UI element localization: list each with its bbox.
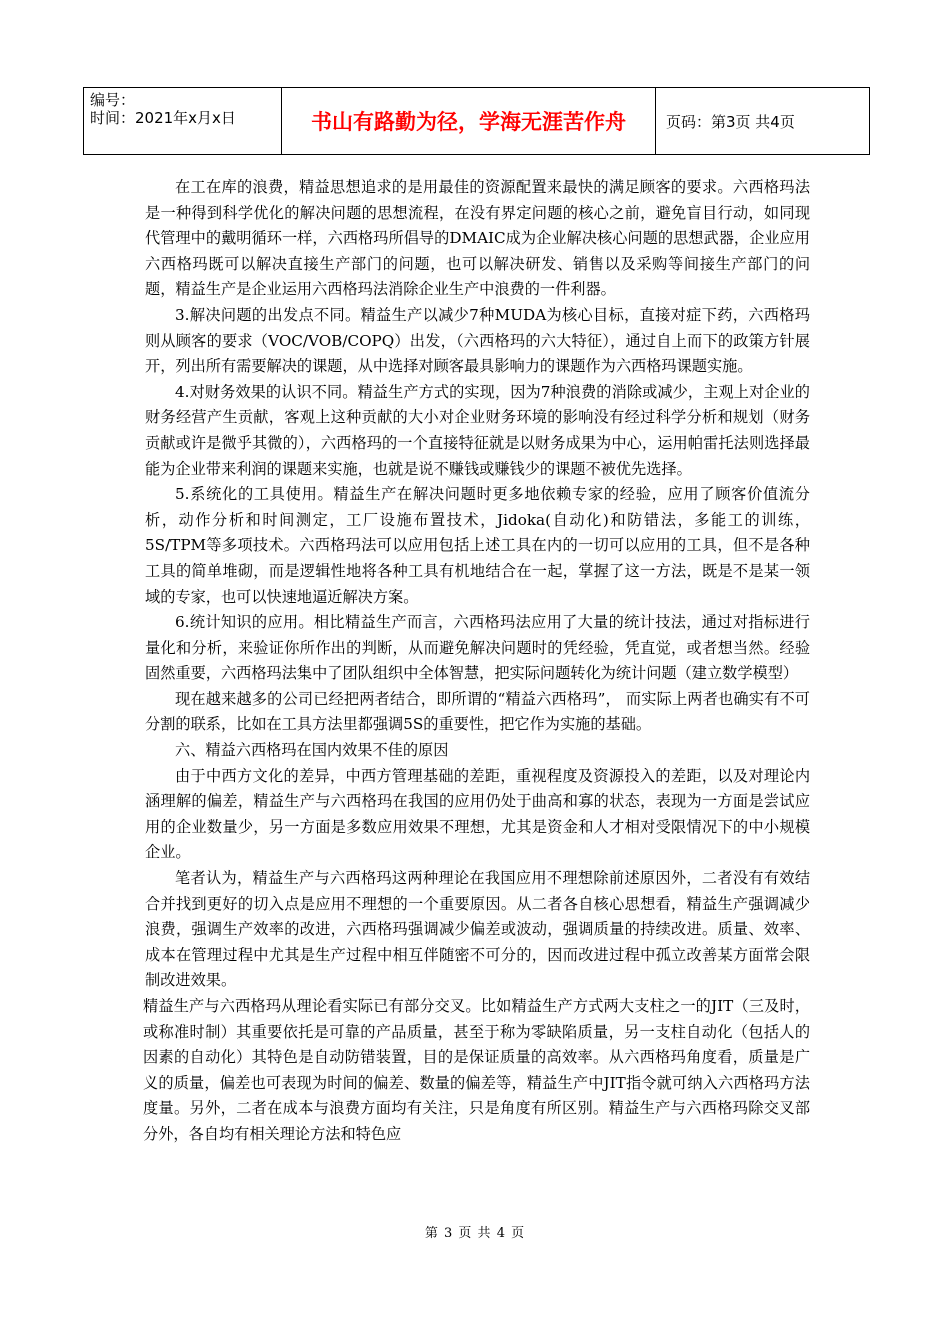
header-page-cell xyxy=(656,88,869,154)
body-paragraph: 4.对财务效果的认识不同。精益生产方式的实现，因为7种浪费的消除或减少，主观上对企业的财务经营产生贡献，客观上这种贡献的大小对企业财务环境的影响没有经过科学分析和规划（财务贡献或许是微乎其微的），六西格玛的一个直接特征就是以财务成果为中心，运用帕雷托法则选择最能为企业带来利润的课题来实施，也就是说不赚钱或赚钱少的课题不被优先选择。 xyxy=(145,382,810,478)
body-paragraph: 由于中西方文化的差异，中西方管理基础的差距，重视程度及资源投入的差距，以及对理论内涵理解的偏差，精益生产与六西格玛在我国的应用仍处于曲高和寡的状态，表现为一方面是尝试应用的企业数量少，另一方面是多数应用效果不理想，尤其是资金和人才相对受限情况下的中小规模企业。 xyxy=(145,766,810,862)
body-paragraph: 精益生产与六西格玛从理论看实际已有部分交叉。比如精益生产方式两大支柱之一的JIT（三及时，或称准时制）其重要依托是可靠的产品质量，甚至于称为零缺陷质量，另一支柱自动化（包括人的因素的自动化）其特色是自动防错装置，目的是保证质量的高效率。从六西格玛角度看，质量是广义的质量，偏差也可表现为时间的偏差、数量的偏差等，精益生产中JIT指令就可纳入六西格玛方法度量。另外，二者在成本与浪费方面均有关注，只是角度有所区别。精益生产与六西格玛除交叉部分外，各自均有相关理论方法和特色应 xyxy=(143,997,810,1143)
header-page-info: 页码：第3页 共4页 xyxy=(666,112,795,131)
document-time-label: 时间：2021年x月x日 xyxy=(90,109,236,127)
footer-page-number: 第 3 页 共 4 页 xyxy=(424,1226,526,1241)
header-meta-cell xyxy=(84,88,282,154)
header-table xyxy=(83,87,870,155)
header-motto-cell xyxy=(282,88,656,154)
body-paragraph: 5.系统化的工具使用。精益生产在解决问题时更多地依赖专家的经验，应用了顾客价值流分析，动作分析和时间测定，工厂设施布置技术，Jidoka(自动化)和防错法，多能工的训练，5S/TPM等多项技术。六西格玛法可以应用包括上述工具在内的一切可以应用的工具，但不是各种工具的简单堆砌，而是逻辑性地将各种工具有机地结合在一起，掌握了这一方法，既是不是某一领域的专家，也可以快速地逼近解决方案。 xyxy=(145,485,810,606)
body-paragraph: 6.统计知识的应用。相比精益生产而言，六西格玛法应用了大量的统计技法，通过对指标进行量化和分析，来验证你所作出的判断，从而避免解决问题时的凭经验，凭直觉，或者想当然。经验固然重要，六西格玛法集中了团队组织中全体智慧，把实际问题转化为统计问题（建立数学模型） xyxy=(145,613,810,683)
body-paragraph: 3.解决问题的出发点不同。精益生产以减少7种MUDA为核心目标，直接对症下药，六西格玛则从顾客的要求（VOC/VOB/COPQ）出发，（六西格玛的六大特征），通过自上而下的政策方针展开，列出所有需要解决的课题，从中选择对顾客最具影响力的课题作为六西格玛课题实施。 xyxy=(145,305,810,376)
section-heading: 六、精益六西格玛在国内效果不佳的原因 xyxy=(175,741,449,760)
document-body xyxy=(145,175,810,1148)
body-paragraph: 笔者认为，精益生产与六西格玛这两种理论在我国应用不理想除前述原因外，二者没有有效结合并找到更好的切入点是应用不理想的一个重要原因。从二者各自核心思想看，精益生产强调减少浪费，强调生产效率的改进，六西格玛强调减少偏差或波动，强调质量的持续改进。质量、效率、成本在管理过程中尤其是生产过程中相互伴随密不可分的，因而改进过程中孤立改善某方面常会限制改进效果。 xyxy=(145,869,810,990)
header-motto: 书山有路勤为径，学海无涯苦作舟 xyxy=(311,110,626,134)
page-footer xyxy=(0,1222,950,1241)
document-number-label: 编号： xyxy=(90,91,136,109)
body-paragraph: 现在越来越多的公司已经把两者结合，即所谓的“精益六西格玛”， 而实际上两者也确实有不可分割的联系，比如在工具方法里都强调5S的重要性，把它作为实施的基础。 xyxy=(145,689,810,734)
body-paragraph: 在工在库的浪费，精益思想追求的是用最佳的资源配置来最快的满足顾客的要求。六西格玛法是一种得到科学优化的解决问题的思想流程，在没有界定问题的核心之前，避免盲目行动，如同现代管理中的戴明循环一样，六西格玛所倡导的DMAIC成为企业解决核心问题的思想武器，企业应用六西格玛既可以解决直接生产部门的问题，也可以解决研发、销售以及采购等间接生产部门的问题，精益生产是企业运用六西格玛法消除企业生产中浪费的一件利器。 xyxy=(145,178,810,299)
